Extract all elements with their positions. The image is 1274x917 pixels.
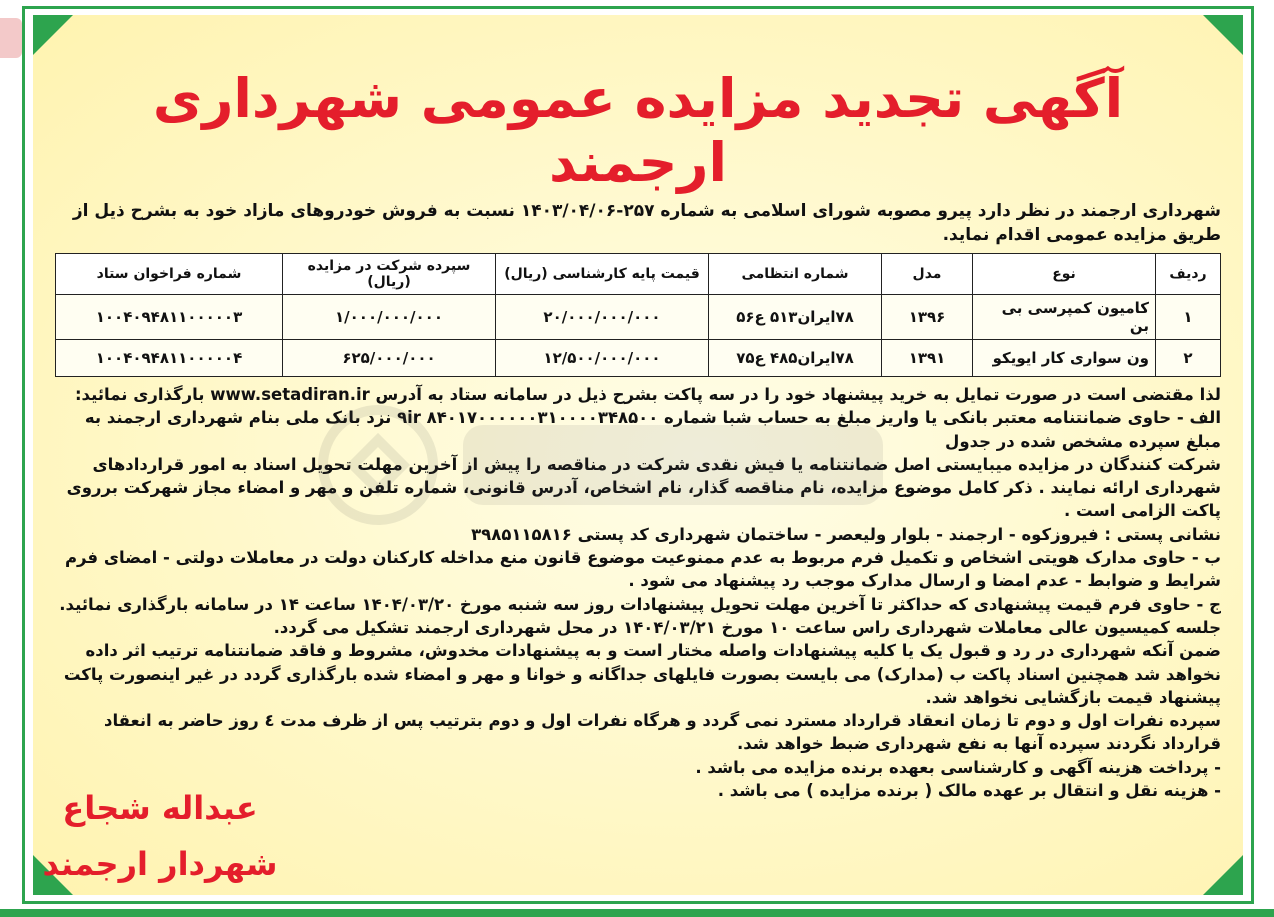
- table-cell: ۱۲/۵۰۰/۰۰۰/۰۰۰: [496, 340, 709, 377]
- notice-intro: شهرداری ارجمند در نظر دارد پیرو مصوبه شورای اسلامی به شماره ۲۵۷-۱۴۰۳/۰۴/۰۶ نسبت به فروش خودروهای مازاد خود به بشرح ذیل از طریق مزایده عمومی اقدام نماید.: [72, 201, 1221, 245]
- table-cell: ۱۰۰۴۰۹۴۸۱۱۰۰۰۰۰۳: [56, 295, 283, 340]
- frame-corner: [1203, 15, 1243, 55]
- paragraph: ضمن آنکه شهرداری در رد و قبول یک یا کلیه پیشنهادات واصله مختار است و به پیشنهادات مخدوش، مشروط و فاقد ضمانتنامه ترتیب اثر داده نخواهد شد همچنین اسناد پاکت ب (مدارک) می بایست بصورت فایلهای جداگانه و خوانا و مهر و امضاء شده بارگذاری گردد در غیر اینصورت پاکت پیشنهاد قیمت بازگشایی نخواهد شد.: [63, 641, 1221, 707]
- frame-corner: [1203, 855, 1243, 895]
- notice-paragraphs: [55, 383, 1221, 802]
- table-cell: ۱۰۰۴۰۹۴۸۱۱۰۰۰۰۰۴: [56, 340, 283, 377]
- paragraph: - هزینه نقل و انتقال بر عهده مالک ( برنده مزایده ) می باشد .: [717, 781, 1221, 801]
- signature-block: [30, 780, 290, 892]
- table-cell: ۱/۰۰۰/۰۰۰/۰۰۰: [283, 295, 496, 340]
- table-cell: ۱۳۹۱: [882, 340, 973, 377]
- paragraph: ج - حاوی فرم قیمت پیشنهادی که حداکثر تا آخرین مهلت تحویل پیشنهادات روز سه شنبه مورخ ۱۴۰۴/۰۳/۲۰ ساعت ۱۴ در سامانه بارگذاری نمائید.: [59, 594, 1221, 614]
- header-cell: سپرده شرکت در مزایده (ریال): [283, 254, 496, 295]
- table-cell: ۷۸ایران۴۸۵ ع۷۵: [709, 340, 882, 377]
- paragraph: لذا مقتضی است در صورت تمایل به خرید پیشنهاد خود را در سه پاکت بشرح ذیل در سامانه ستاد به آدرس www.setadiran.ir بارگذاری نمائید:: [74, 385, 1221, 404]
- lots-table: [55, 253, 1221, 377]
- paragraph: سپرده نفرات اول و دوم تا زمان انعقاد قرارداد مسترد نمی گردد و هرگاه نفرات اول و دوم بترتیب پس از ظرف مدت ٤ روز حاضر به انعقاد قرارداد نگردند سپرده آنها به نفع شهرداری ضبط خواهد شد.: [104, 711, 1221, 754]
- header-cell: نوع: [973, 254, 1156, 295]
- notice-frame: [22, 6, 1254, 904]
- header-cell: مدل: [882, 254, 973, 295]
- table-cell: ون سواری کار ایویکو: [973, 340, 1156, 377]
- paragraph: جلسه کمیسیون عالی معاملات شهرداری راس ساعت ۱۰ مورخ ۱۴۰۴/۰۳/۲۱ در محل شهرداری ارجمند تشکیل می گردد.: [273, 617, 1221, 637]
- header-cell: ردیف: [1156, 254, 1221, 295]
- paragraph: - پرداخت هزینه آگهی و کارشناسی بعهده برنده مزایده می باشد .: [695, 757, 1221, 777]
- table-cell: ۱۳۹۶: [882, 295, 973, 340]
- paragraph: الف - حاوی ضمانتنامه معتبر بانکی یا واریز مبلغ به حساب شبا شماره ۹ir ۸۴۰۱۷۰۰۰۰۰۰۳۱۰۰۰۰۳۴۸۵۰۰ نزد بانک ملی بنام شهرداری ارجمند به مبلغ سپرده مشخص شده در جدول: [84, 408, 1221, 451]
- table-cell: ۱: [1156, 295, 1221, 340]
- table-row: [56, 295, 1221, 340]
- table-cell: کامیون کمپرسی بی بن: [973, 295, 1156, 340]
- table-cell: ۷۸ایران۵۱۳ ع۵۶: [709, 295, 882, 340]
- paragraph: نشانی پستی : فیروزکوه - ارجمند - بلوار ولیعصر - ساختمان شهرداری کد پستی ۳۹۸۵۱۱۵۸۱۶: [471, 524, 1221, 544]
- table-row: [56, 340, 1221, 377]
- corner-mark: [0, 18, 22, 58]
- notice-body: [33, 15, 1243, 895]
- bottom-rule: [0, 909, 1274, 917]
- paragraph: شرکت کنندگان در مزایده میبایستی اصل ضمانتنامه یا فیش نقدی شرکت در مناقصه را پیش از آخرین مهلت تحویل اسناد به امور قراردادهای شهرداری ارائه نمایند . ذکر کامل موضوع مزایده، نام مناقصه گذار، نام اشخاص، آدرس قانونی، شماره تلفن و مهر و امضاء مجاز شهرکت برروی پاکت الزامی است .: [66, 454, 1221, 521]
- table-header-row: [56, 254, 1221, 295]
- frame-corner: [33, 15, 73, 55]
- table-cell: ۲۰/۰۰۰/۰۰۰/۰۰۰: [496, 295, 709, 340]
- header-cell: شماره فراخوان ستاد: [56, 254, 283, 295]
- signature-role: شهردار ارجمند: [42, 845, 278, 883]
- paragraph: ب - حاوی مدارک هویتی اشخاص و تکمیل فرم مربوط به عدم ممنوعیت موضوع قانون منع مداخله کارکنان دولت در معاملات دولتی - امضای فرم شرایط و ضوابط - عدم امضا و ارسال مدارک موجب رد پیشنهاد می شود .: [64, 548, 1221, 591]
- table-cell: ۲: [1156, 340, 1221, 377]
- notice-title: آگهی تجدید مزایده عمومی شهرداری ارجمند: [152, 67, 1124, 194]
- signature-name: عبداله شجاع: [62, 789, 258, 827]
- header-cell: قیمت پایه کارشناسی (ریال): [496, 254, 709, 295]
- header-cell: شماره انتظامی: [709, 254, 882, 295]
- table-cell: ۶۲۵/۰۰۰/۰۰۰: [283, 340, 496, 377]
